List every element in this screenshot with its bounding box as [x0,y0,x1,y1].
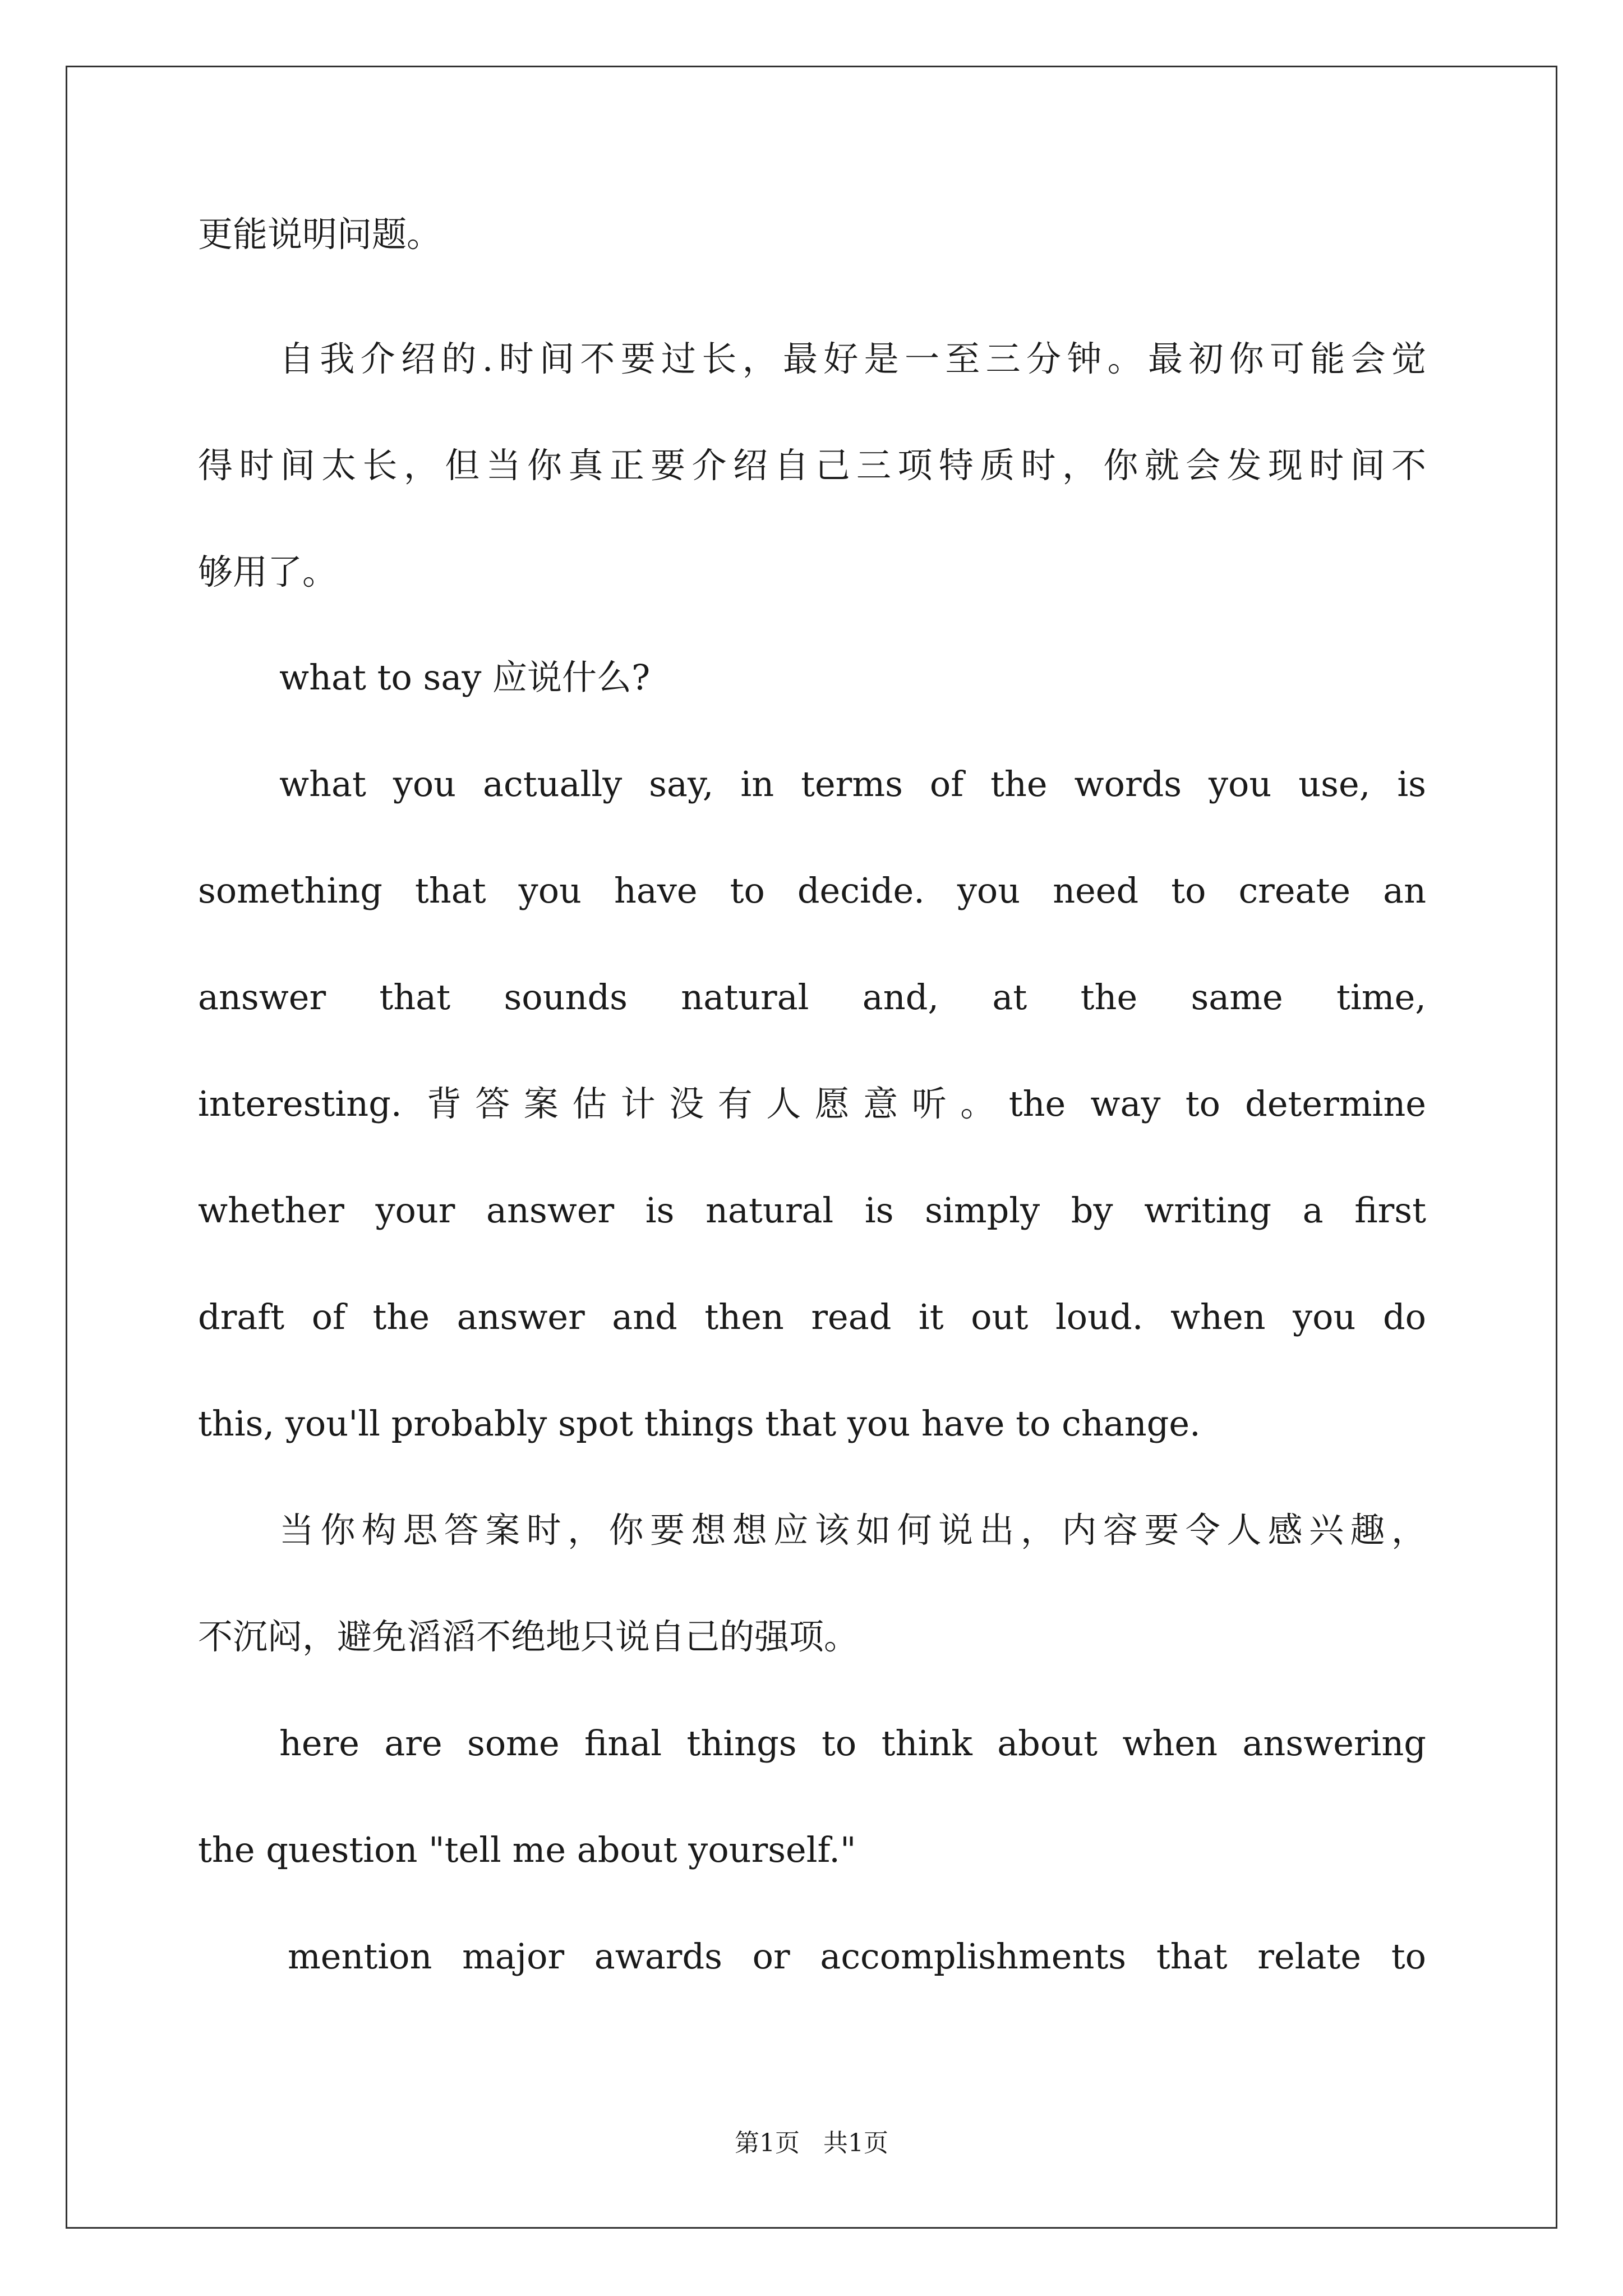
body-line: here are some final things to think about when answering [279,1723,1426,1764]
body-line: 得时间太长，但当你真正要介绍自己三项特质时，你就会发现时间不 [198,445,1426,486]
body-line: mention major awards or accomplishments that relate to [288,1936,1426,1977]
body-line: what to say 应说什么? [279,657,651,698]
body-line: 不沉闷，避免滔滔不绝地只说自己的强项。 [198,1616,859,1657]
page-number-footer: 第1页 共1页 [735,2129,888,2157]
body-line: 自我介绍的.时间不要过长，最好是一至三分钟。最初你可能会觉 [279,338,1426,379]
body-line: something that you have to decide. you need to create an [198,870,1426,911]
body-line: what you actually say, in terms of the words you use, is [279,763,1426,804]
body-line: draft of the answer and then read it out loud. when you do [198,1296,1426,1337]
body-line: 够用了。 [198,551,338,592]
body-line: interesting. 背答案估计没有人愿意听。the way to determine [198,1083,1426,1124]
page-border [66,66,1557,2229]
body-line: 更能说明问题。 [198,214,442,255]
body-line: whether your answer is natural is simply by writing a first [198,1190,1426,1231]
body-line: this, you'll probably spot things that you have to change. [198,1403,1201,1444]
body-line: the question "tell me about yourself." [198,1829,856,1870]
body-line: 当你构思答案时，你要想想应该如何说出，内容要令人感兴趣， [279,1510,1426,1550]
body-line: answer that sounds natural and, at the same time, [198,977,1426,1018]
